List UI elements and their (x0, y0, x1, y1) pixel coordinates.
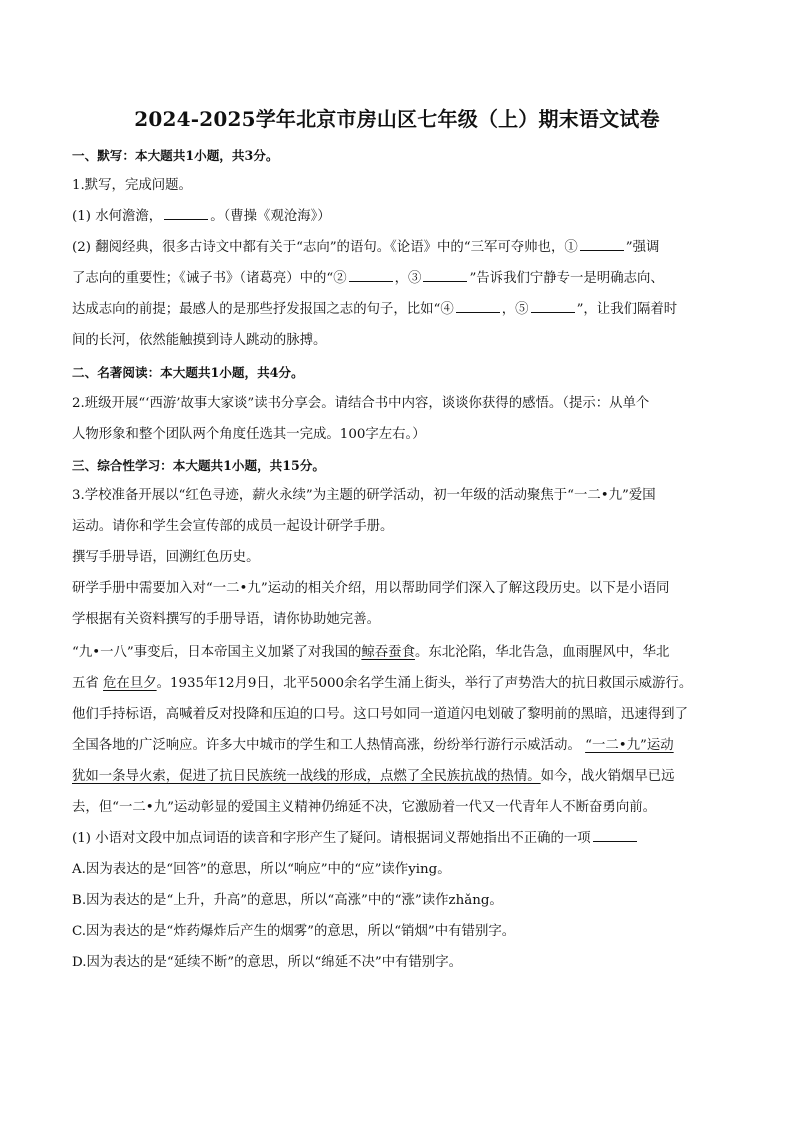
q1-part2-text: ”，让我们隔着时 (576, 302, 678, 317)
q3-line1: 3.学校准备开展以“红色寻迹，薪火永续”为主题的研学活动，初一年级的活动聚焦于“一二•九”爱国 (72, 488, 656, 503)
answer-blank-3[interactable] (423, 269, 467, 282)
passage-text: 。1935年12月9日，北平5000余名学生涌上街头，举行了声势浩大的抗日救国示威游行。 (156, 676, 693, 691)
option-d[interactable]: D.因为表达的是“延续不断”的意思，所以“绵延不决”中有错别字。 (72, 955, 463, 970)
passage-line5 (72, 767, 675, 787)
q3-sub1 (72, 829, 639, 849)
section-1-heading (72, 146, 278, 166)
passage-line4 (72, 736, 674, 756)
passage-text: 五省 (72, 676, 99, 691)
q1-part2-line3 (72, 300, 677, 320)
q1-part2-text: 达成志向的前提；最感人的是那些抒发报国之志的句子，比如“④ (72, 302, 454, 317)
passage-line2 (72, 674, 692, 694)
passage-text: 。东北沦陷，华北告急，血雨腥风中，华北 (414, 645, 670, 660)
passage-text: 如今，战火销烟早已远 (540, 769, 675, 784)
passage-line3: 他们手持标语，高喊着反对投降和压迫的口号。这口号如同一道道闪电划破了黎明前的黑暗，迅速得到了 (72, 707, 688, 722)
answer-blank-4[interactable] (456, 300, 500, 313)
underlined-sentence: “一二•九”运动 (585, 738, 674, 753)
q3-sub1-text: (1) 小语对文段中加点词语的读音和字形产生了疑问。请根据词义帮她指出不正确的一项 (72, 831, 591, 846)
answer-blank-choice[interactable] (593, 829, 637, 842)
q1-part2-line2 (72, 269, 664, 289)
answer-blank[interactable] (164, 207, 208, 220)
q1-intro: 1.默写，完成问题。 (72, 178, 192, 193)
option-a[interactable]: A.因为表达的是“回答”的意思，所以“响应”中的“应”读作ying。 (72, 862, 451, 877)
q1-part2-text: ，③ (394, 271, 422, 286)
option-c[interactable]: C.因为表达的是“炸药爆炸后产生的烟雾”的意思，所以“销烟”中有错别字。 (72, 924, 516, 939)
underlined-sentence: 犹如一条导火索，促进了抗日民族统一战线的形成，点燃了全民族抗战的热情。 (72, 769, 541, 784)
section-2-label: 二、名著阅读： (72, 365, 161, 380)
q1-part1 (72, 207, 331, 227)
q1-part2-text: 了志向的重要性；《诫子书》（诸葛亮）中的“② (72, 271, 347, 286)
q3-task-heading: 撰写手册导语，回溯红色历史。 (72, 550, 260, 565)
section-2-heading (72, 363, 304, 383)
q3-line4: 研学手册中需要加入对“一二•九”运动的相关介绍，用以帮助同学们深入了解这段历史。以下是小语同 (72, 581, 670, 596)
section-1-desc: 本大题共1小题，共3分。 (134, 148, 279, 163)
page-title: 2024-2025学年北京市房山区七年级（上）期末语文试卷 (134, 107, 660, 131)
q1-part2-text: ”强调 (625, 240, 660, 255)
answer-blank-5[interactable] (531, 300, 575, 313)
option-b[interactable]: B.因为表达的是“上升，升高”的意思，所以“高涨”中的“涨”读作zhǎng。 (72, 893, 503, 908)
underlined-phrase: 鲸吞蚕食 (361, 645, 415, 660)
q1-part2-text: (2) 翻阅经典，很多古诗文中都有关于“志向”的语句。《论语》中的“三军可夺帅也，① (72, 240, 578, 255)
q1-part1-source: 。（曹操《观沧海》） (210, 209, 331, 224)
passage-line6: 去，但“一二•九”运动彰显的爱国主义精神仍绵延不决，它激励着一代又一代青年人不断奋勇向前。 (72, 800, 656, 815)
section-3-label: 三、综合性学习： (72, 458, 173, 473)
q1-part2-line4: 间的长河，依然能触摸到诗人跳动的脉搏。 (72, 333, 327, 348)
q2-line2: 人物形象和整个团队两个角度任选其一完成。100字左右。） (72, 427, 426, 442)
underlined-phrase: 危在旦夕 (103, 676, 157, 691)
answer-blank-1[interactable] (580, 238, 624, 251)
q1-part2-text: ，⑤ (501, 302, 529, 317)
answer-blank-2[interactable] (349, 269, 393, 282)
q2-line1: 2.班级开展“‘西游’故事大家谈”读书分享会。请结合书中内容，谈谈你获得的感悟。（提示：从单个 (72, 396, 650, 411)
section-1-label: 一、默写： (72, 148, 135, 163)
q3-line2: 运动。请你和学生会宣传部的成员一起设计研学手册。 (72, 519, 394, 534)
passage-text: “九•一八”事变后，日本帝国主义加紧了对我国的 (72, 645, 362, 660)
section-3-desc: 本大题共1小题，共15分。 (172, 458, 325, 473)
q3-line5: 学根据有关资料撰写的手册导语，请你协助她完善。 (72, 612, 380, 627)
section-3-heading (72, 456, 325, 476)
q1-part1-text: (1) 水何澹澹， (72, 209, 163, 224)
q1-part2-text: ”告诉我们宁静专一是明确志向、 (469, 271, 664, 286)
section-2-desc: 本大题共1小题，共4分。 (160, 365, 304, 380)
q1-part2-line1 (72, 238, 659, 258)
passage-text: 全国各地的广泛响应。许多大中城市的学生和工人热情高涨，纷纷举行游行示威活动。 (72, 738, 581, 753)
passage-line1 (72, 643, 669, 663)
